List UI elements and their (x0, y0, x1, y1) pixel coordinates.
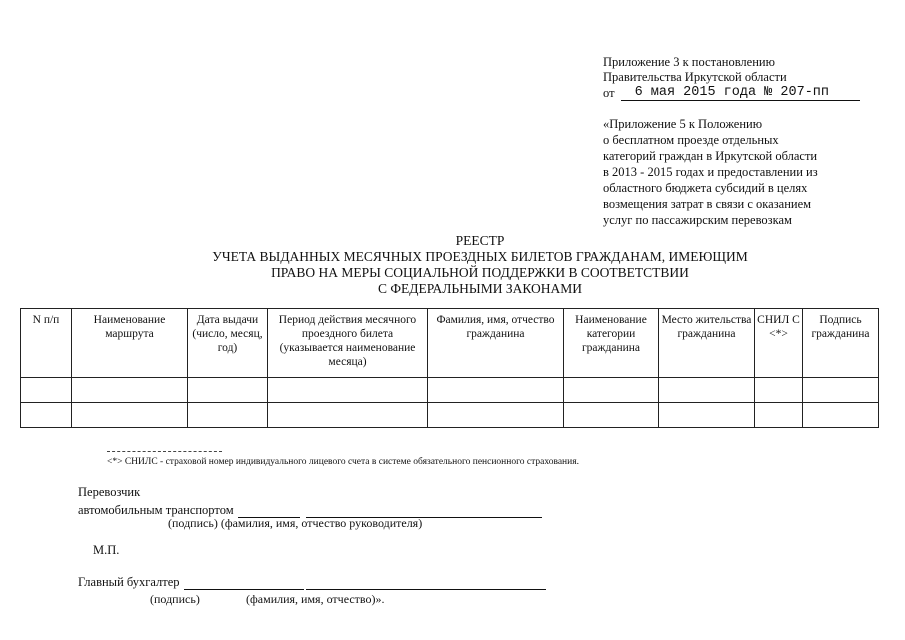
appendix2-line: областного бюджета субсидий в целях (603, 181, 808, 195)
title-line: ПРАВО НА МЕРЫ СОЦИАЛЬНОЙ ПОДДЕРЖКИ В СООТВЕТСТВИИ (271, 265, 689, 280)
decree-date: 6 мая 2015 года № 207-пп (621, 85, 860, 101)
document-title (150, 233, 810, 297)
table-cell (188, 403, 268, 428)
name-blank (306, 576, 546, 590)
regulation-appendix (603, 116, 843, 228)
title-line: УЧЕТА ВЫДАННЫХ МЕСЯЧНЫХ ПРОЕЗДНЫХ БИЛЕТОВ ГРАЖДАНАМ, ИМЕЮЩИМ (212, 249, 748, 264)
column-header: N п/п (21, 309, 72, 378)
appendix-line: Правительства Иркутской области (603, 70, 787, 84)
appendix2-line: в 2013 - 2015 годах и предоставлении из (603, 165, 818, 179)
table-header-row (21, 309, 879, 378)
table-cell (803, 403, 879, 428)
appendix2-line: категорий граждан в Иркутской области (603, 149, 818, 163)
footnote: <*> СНИЛС - страховой номер индивидуального лицевого счета в системе обязательного пенсионного страхования. (107, 457, 579, 467)
title-line: С ФЕДЕРАЛЬНЫМИ ЗАКОНАМИ (377, 281, 583, 296)
date-prefix: от (603, 86, 615, 100)
appendix-header (603, 55, 860, 101)
table-cell (755, 403, 803, 428)
column-header: Подпись гражданина (803, 309, 879, 378)
column-header: СНИЛ С <*> (755, 309, 803, 378)
carrier-label: Перевозчик (78, 485, 141, 499)
appendix2-line: возмещения затрат в связи с оказанием (603, 197, 812, 211)
table-cell (428, 403, 564, 428)
title-line: РЕЕСТР (455, 233, 505, 248)
appendix2-line: услуг по пассажирским перевозкам (603, 213, 792, 227)
footnote-divider (107, 451, 222, 452)
column-header: Период действия месячного проездного билета (указывается наименование месяца) (268, 309, 428, 378)
column-header: Дата выдачи (число, месяц, год) (188, 309, 268, 378)
decree-date-line (603, 85, 860, 101)
table-cell (21, 403, 72, 428)
registry-table (20, 308, 879, 428)
table-cell (659, 403, 755, 428)
signature-blank (184, 576, 304, 590)
accountant-caption-name: (фамилия, имя, отчество)». (246, 592, 385, 606)
table-cell (659, 378, 755, 403)
table-cell (564, 403, 659, 428)
accountant-caption-sign: (подпись) (150, 592, 200, 606)
table-cell (803, 378, 879, 403)
column-header: Наименование маршрута (72, 309, 188, 378)
carrier-caption: (подпись) (фамилия, имя, отчество руководителя) (168, 516, 423, 530)
accountant-signature-line (78, 575, 546, 590)
table-cell (268, 378, 428, 403)
table-row (21, 403, 879, 428)
table-cell (268, 403, 428, 428)
column-header: Фамилия, имя, отчество гражданина (428, 309, 564, 378)
table-cell (21, 378, 72, 403)
appendix2-line: о бесплатном проезде отдельных (603, 133, 779, 147)
table-cell (188, 378, 268, 403)
carrier-label-cont: автомобильным транспортом (78, 503, 234, 517)
appendix-line: Приложение 3 к постановлению (603, 55, 775, 69)
table-cell (564, 378, 659, 403)
stamp-place: М.П. (93, 543, 120, 557)
table-row (21, 378, 879, 403)
column-header: Место жительства гражданина (659, 309, 755, 378)
accountant-label: Главный бухгалтер (78, 575, 180, 589)
table-cell (72, 378, 188, 403)
table-cell (428, 378, 564, 403)
table-cell (755, 378, 803, 403)
column-header: Наименование категории гражданина (564, 309, 659, 378)
appendix2-line: «Приложение 5 к Положению (603, 117, 763, 131)
table-cell (72, 403, 188, 428)
